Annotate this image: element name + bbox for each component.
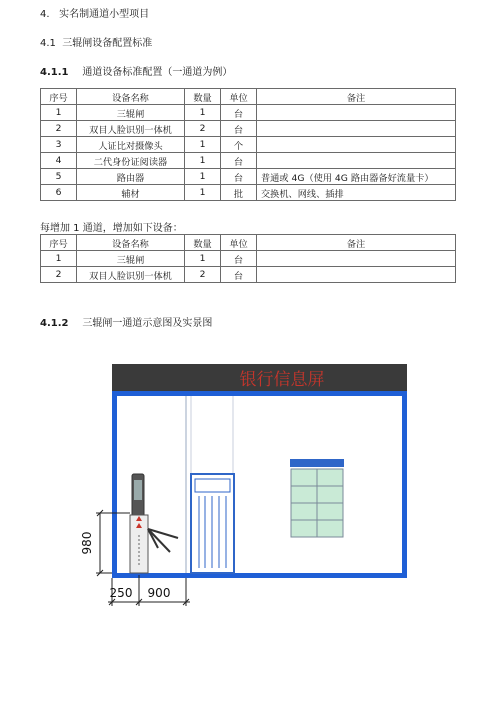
cell-quantity: 1 (185, 105, 221, 121)
cell-quantity: 1 (185, 185, 221, 201)
cell-quantity: 1 (185, 137, 221, 153)
floor (112, 573, 407, 578)
subsection-number: 4.1 (40, 38, 56, 49)
cell-quantity: 1 (185, 169, 221, 185)
cell-device: 三辊闸 (77, 251, 185, 267)
dim-width-2-label: 900 (147, 586, 171, 600)
cell-device: 双目人脸识别一体机 (77, 267, 185, 283)
cell-device: 二代身份证阅读器 (77, 153, 185, 169)
cell-quantity: 1 (185, 153, 221, 169)
header-cell: 单位 (221, 235, 257, 251)
window-header (290, 459, 344, 467)
cell-unit: 台 (221, 153, 257, 169)
header-cell: 数量 (185, 235, 221, 251)
header-cell: 单位 (221, 89, 257, 105)
header-cell: 设备名称 (77, 89, 185, 105)
cell-index: 5 (41, 169, 77, 185)
left-wall (112, 391, 117, 578)
cell-unit: 个 (221, 137, 257, 153)
cell-unit: 台 (221, 169, 257, 185)
cell-index: 6 (41, 185, 77, 201)
cell-quantity: 2 (185, 267, 221, 283)
subsection-title: 三辊闸设备配置标准 (62, 38, 153, 49)
header-cell: 备注 (257, 235, 456, 251)
cell-device: 三辊闸 (77, 105, 185, 121)
info-screen-text: 银行信息屏 (239, 370, 325, 390)
cell-unit: 批 (221, 185, 257, 201)
cell-quantity: 2 (185, 121, 221, 137)
header-cell: 备注 (257, 89, 456, 105)
section-number: 4. (40, 9, 50, 20)
diagram-heading-title: 三辊闸一通道示意图及实景图 (82, 318, 213, 329)
cell-index: 1 (41, 251, 77, 267)
cell-index: 2 (41, 267, 77, 283)
cell-unit: 台 (221, 251, 257, 267)
cell-index: 1 (41, 105, 77, 121)
height-dimension (80, 510, 130, 576)
cell-note: 交换机、网线、插排 (257, 185, 456, 201)
header-cell: 序号 (41, 89, 77, 105)
cell-quantity: 1 (185, 251, 221, 267)
cell-index: 2 (41, 121, 77, 137)
subsubsection-title: 通道设备标准配置（一通道为例） (82, 67, 233, 78)
width-dimensions (108, 575, 190, 606)
dim-width-1-label: 250 (109, 586, 133, 600)
header-cell: 序号 (41, 235, 77, 251)
section-title: 实名制通道小型项目 (59, 9, 150, 20)
cell-index: 3 (41, 137, 77, 153)
cell-index: 4 (41, 153, 77, 169)
cell-device: 人证比对摄像头 (77, 137, 185, 153)
cell-device: 双目人脸识别一体机 (77, 121, 185, 137)
cell-unit: 台 (221, 105, 257, 121)
top-wall (112, 391, 407, 396)
header-cell: 设备名称 (77, 235, 185, 251)
cell-unit: 台 (221, 267, 257, 283)
cell-note: 普通或 4G（使用 4G 路由器备好流量卡） (257, 169, 456, 185)
diagram-heading-number: 4.1.2 (40, 318, 69, 329)
tripod-turnstile (130, 474, 178, 573)
header-cell: 数量 (185, 89, 221, 105)
dim-height-label: 980 (80, 531, 94, 555)
cell-device: 辅材 (77, 185, 185, 201)
extra-caption: 每增加 1 通道，增加如下设备： (40, 223, 183, 234)
right-wall (402, 391, 407, 578)
cell-unit: 台 (221, 121, 257, 137)
subsubsection-number: 4.1.1 (40, 67, 69, 78)
cell-device: 路由器 (77, 169, 185, 185)
